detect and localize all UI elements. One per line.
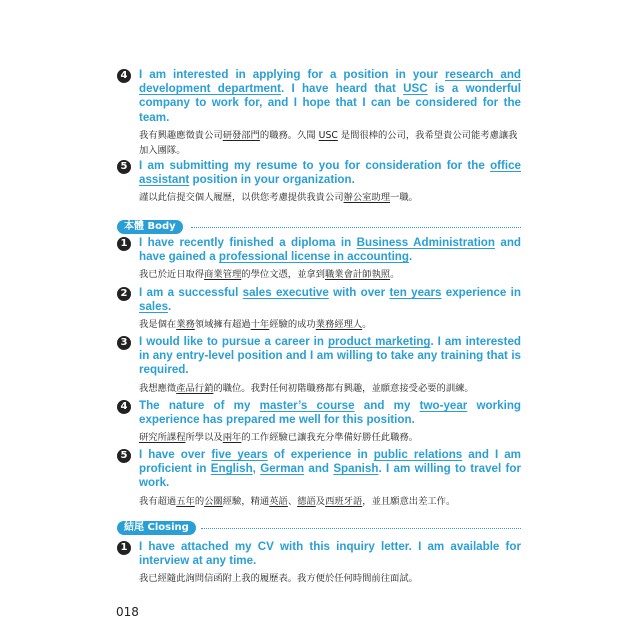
section-header-body [117,220,521,234]
number-badge: 1 [117,237,131,251]
dotted-divider [201,528,521,529]
body-item-5 [117,448,521,509]
chinese-translation: 我已經隨此詢問信函附上我的履歷表。我方便於任何時間前往面試。 [139,573,418,585]
underlined-keyword: USC [403,82,428,96]
underlined-keyword: professional license in accounting [218,250,409,264]
chinese-translation: 我有興趣應徵貴公司研發部門的職務。久聞 USC 是間很棒的公司，我希望貴公司能考慮讓我加入團隊。 [139,129,518,156]
underlined-keyword: 十年 [250,319,270,331]
underlined-keyword: 公關 [204,495,223,507]
underlined-keyword: Spanish [333,462,379,476]
underlined-keyword: 商業管理 [204,269,242,281]
number-badge: 2 [117,287,131,301]
english-sentence: I have over five years of experience in public relations and I am proficient in English, German and Spanish. I am willing to travel for work. [139,448,522,490]
number-badge: 5 [117,160,131,174]
opening-item-4 [117,68,521,158]
underlined-keyword: USC [318,129,338,141]
english-sentence: I am a successful sales executive with over ten years experience in sales. [139,286,521,314]
underlined-keyword: public relations [373,448,463,461]
section-label: 本體 Body [117,220,183,234]
chinese-translation: 謹以此信提交個人履歷，以供您考慮提供我貴公司辦公室助理一職。 [139,192,418,204]
chinese-translation: 我是個在業務領域擁有超過十年經驗的成功業務經理人。 [139,319,372,331]
body-item-3 [117,335,521,396]
body-item-4 [117,399,521,445]
underlined-keyword: German [260,462,305,476]
closing-item-1 [117,540,521,586]
number-badge: 4 [117,400,131,414]
underlined-keyword: 英語 [269,495,288,507]
chinese-translation: 我有超過五年的公關經驗，精通英語、德語及西班牙語，並且願意出差工作。 [139,495,456,507]
underlined-keyword: 五年 [176,495,195,507]
english-sentence: I would like to pursue a career in product marketing. I am interested in any entry-level position and I am willing to take any training that is required. [139,335,521,377]
underlined-keyword: Business Administration [356,236,495,249]
underlined-keyword: 業務經理人 [315,319,363,331]
underlined-keyword: sales executive [242,286,329,299]
english-sentence: I am interested in applying for a position in your research and development department. I have heard that USC is a wonderful company to work for, and I hope that I can be considered for the team. [139,68,521,124]
section-label: 結尾 Closing [117,521,196,535]
english-sentence: I have recently finished a diploma in Business Administration and have gained a professional license in accounting. [139,236,521,264]
chinese-translation: 我想應徵產品行銷的職位。我對任何初階職務都有興趣，並願意接受必要的訓練。 [139,382,474,394]
underlined-keyword: product marketing [327,335,431,348]
underlined-keyword: five years [211,448,268,461]
underlined-keyword: 產品行銷 [176,382,214,394]
underlined-keyword: 研發部門 [222,129,260,141]
number-badge: 5 [117,449,131,463]
underlined-keyword: 研究所課程 [139,432,186,444]
underlined-keyword: office assistant [139,159,521,187]
section-header-closing [117,521,521,535]
underlined-keyword: two-year [419,399,468,412]
underlined-keyword: ten years [389,286,442,299]
number-badge: 1 [117,541,131,555]
chinese-translation: 我已於近日取得商業管理的學位文憑，並拿到職業會計師執照。 [139,269,400,281]
underlined-keyword: 業務 [176,319,195,331]
underlined-keyword: English [210,462,253,476]
underlined-keyword: sales [139,300,169,314]
body-item-2 [117,286,521,332]
number-badge: 4 [117,69,131,83]
opening-item-5 [117,159,521,205]
underlined-keyword: 兩年 [222,432,242,444]
dotted-divider [191,227,521,228]
english-sentence: I am submitting my resume to you for consideration for the office assistant position in your organization. [139,159,521,187]
underlined-keyword: master’s course [259,399,355,412]
number-badge: 3 [117,336,131,350]
underlined-keyword: 職業會計師執照 [324,269,391,281]
english-sentence: The nature of my master’s course and my two-year working experience has prepared me well for this position. [139,399,521,427]
english-sentence: I have attached my CV with this inquiry letter. I am available for interview at any time. [139,540,521,568]
page-number: 018 [116,605,139,619]
body-item-1 [117,236,521,282]
underlined-keyword: research and development department [139,68,521,96]
chinese-translation: 研究所課程所學以及兩年的工作經驗已讓我充分準備好勝任此職務。 [139,432,418,444]
underlined-keyword: 西班牙語 [325,495,363,507]
underlined-keyword: 德語 [297,495,316,507]
underlined-keyword: 辦公室助理 [343,192,391,204]
